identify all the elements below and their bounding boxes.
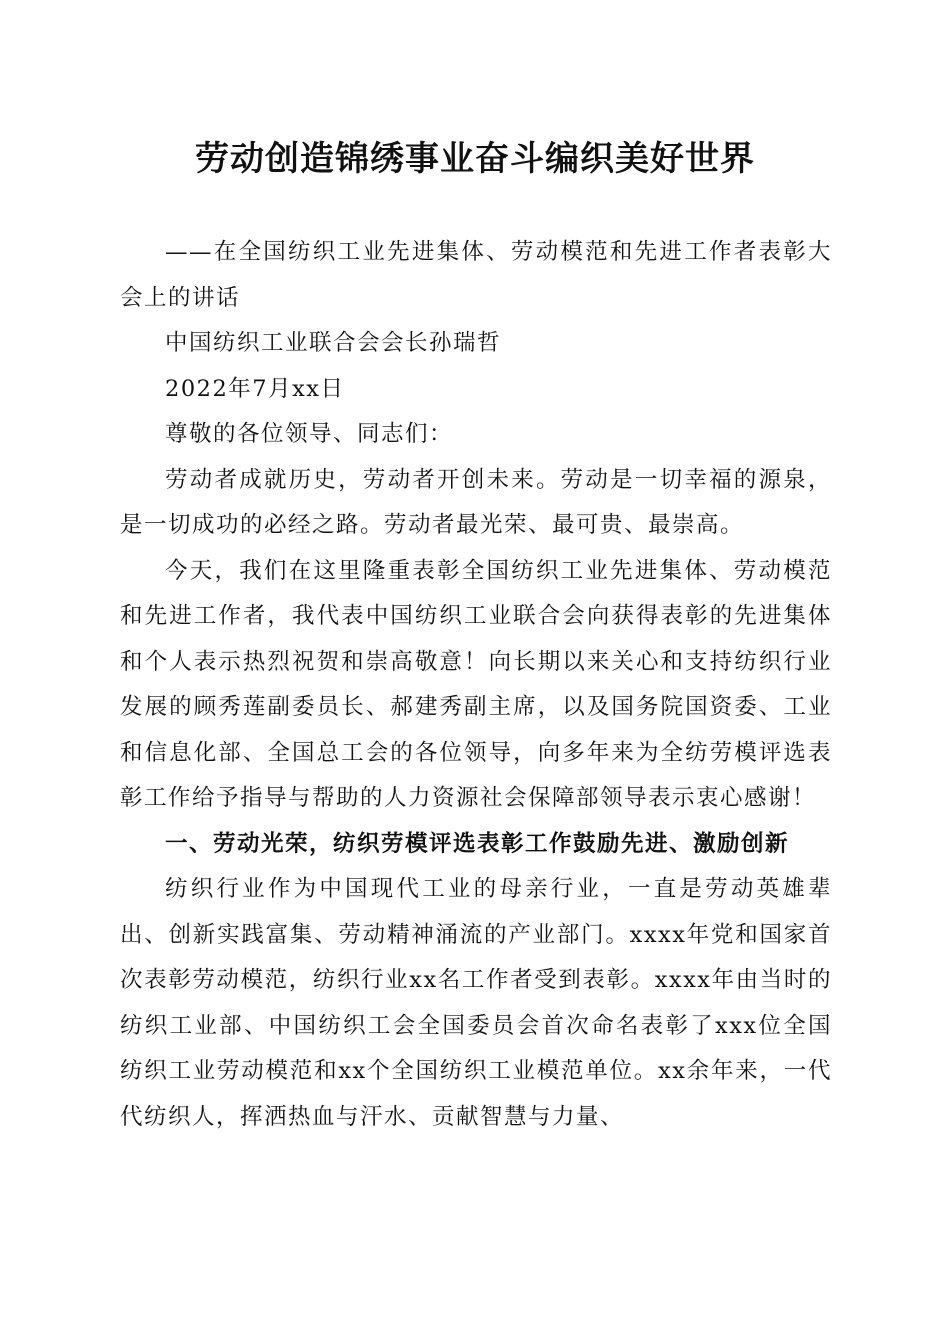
document-body — [120, 230, 832, 1140]
paragraph-3: 纺织行业作为中国现代工业的母亲行业，一直是劳动英雄辈出、创新实践富集、劳动精神涌流的产业部门。xxxx年党和国家首次表彰劳动模范，纺织行业xx名工作者受到表彰。xxxx年由当时的纺织工业部、中国纺织工会全国委员会首次命名表彰了xxx位全国纺织工业劳动模范和xx个全国纺织工业模范单位。xx余年来，一代代纺织人，挥洒热血与汗水、贡献智慧与力量、 — [120, 876, 832, 1130]
speech-date: 2022年7月xx日 — [165, 375, 345, 402]
paragraph-1: 劳动者成就历史，劳动者开创未来。劳动是一切幸福的源泉，是一切成功的必经之路。劳动者最光荣、最可贵、最崇高。 — [120, 466, 832, 538]
salutation: 尊敬的各位领导、同志们： — [165, 421, 454, 447]
paragraph-2: 今天，我们在这里隆重表彰全国纺织工业先进集体、劳动模范和先进工作者，我代表中国纺织工业联合会向获得表彰的先进集体和个人表示热烈祝贺和崇高敬意！向长期以来关心和支持纺织行业发展的顾秀莲副委员长、郝建秀副主席，以及国务院国资委、工业和信息化部、全国总工会的各位领导，向多年来为全纺劳模评选表彰工作给予指导与帮助的人力资源社会保障部领导表示衷心感谢！ — [120, 557, 832, 811]
speaker-line: 中国纺织工业联合会会长孙瑞哲 — [165, 330, 502, 356]
document-title: 劳动创造锦绣事业奋斗编织美好世界 — [195, 139, 755, 179]
section-heading-1: 一、劳动光荣，纺织劳模评选表彰工作鼓励先进、激励创新 — [165, 830, 790, 857]
speech-subtitle: ——在全国纺织工业先进集体、劳动模范和先进工作者表彰大会上的讲话 — [120, 239, 832, 311]
